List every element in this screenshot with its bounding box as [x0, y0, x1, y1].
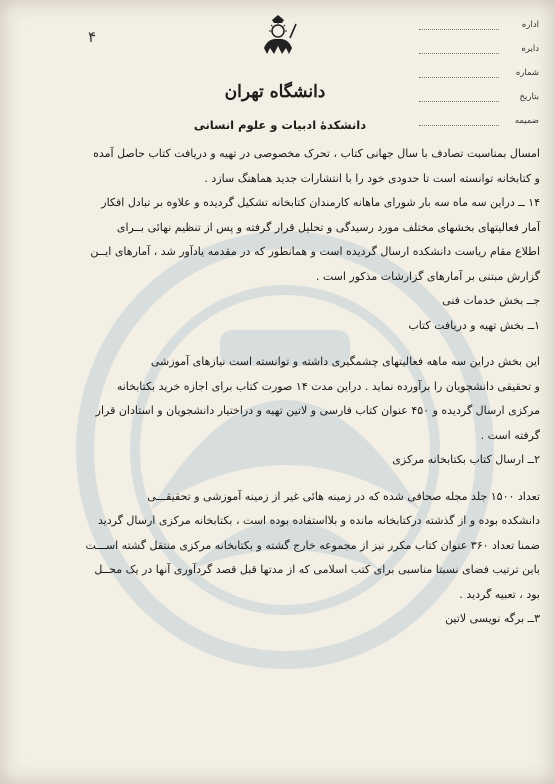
paragraph-line: ۱۴ ــ دراین سه ماه سه بار شورای ماهانه کارمندان کتابخانه تشکیل گردیده و علاوه بر تبادل افکار — [101, 196, 540, 209]
meta-field-label: دایره — [521, 44, 539, 54]
meta-field-line — [419, 101, 499, 102]
paragraph-gap — [20, 338, 540, 350]
meta-field — [419, 44, 539, 68]
meta-field-label: شماره — [515, 68, 539, 78]
meta-field-line — [419, 53, 499, 54]
lion-and-sun-emblem — [256, 14, 300, 58]
meta-field-line — [419, 77, 499, 78]
section-heading: جــ بخش خدمات فنی — [442, 294, 540, 307]
meta-field — [419, 20, 539, 44]
meta-field-label: ضمیمه — [514, 116, 539, 126]
faculty-name: دانشکدهٔ ادبیات و علوم انسانی — [193, 118, 367, 132]
paragraph-line: آمار فعالیتهای بخشهای مختلف مورد رسیدگی و تحلیل قرار گرفته و پس از تنظیم نهائی بــرای — [116, 220, 540, 234]
meta-field-label: بتاریخ — [519, 92, 539, 102]
meta-field — [419, 68, 539, 92]
paragraph-line: باین ترتیب فضای نسبتا مناسبی برای کتب اسلامی که از مدتها قبل قصد گردآوری آنها در یک محــل — [94, 563, 540, 576]
paragraph-line: امسال بمناسبت تصادف با سال جهانی کتاب ، تحرک مخصوصی در تهیه و دریافت کتاب حاصل آمده — [93, 147, 540, 160]
paragraph-line: و کتابخانه توانسته است تا حدودی خود را با انتشارات جدید هماهنگ سازد . — [204, 171, 540, 185]
meta-field-label: اداره — [521, 20, 539, 30]
paragraph-line: این بخش دراین سه ماهه فعالیتهای چشمگیری داشته و توانسته است نیازهای آموزشی — [150, 355, 540, 368]
paragraph-line: دانشکده بوده و از گذشته درکتابخانه مانده و بلااستفاده بوده است ، بکتابخانه مرکزی ارسال گردید — [97, 514, 540, 527]
paragraph-line: تعداد ۱۵۰۰ جلد مجله صحافی شده که در زمینه هائی غیر از زمینه آموزشی و تحقیقـــی — [147, 489, 540, 503]
paragraph-line: بود ، تعبیه گردید . — [459, 587, 540, 601]
paragraph-line: گرفته است . — [480, 428, 540, 442]
university-name: دانشگاه تهران — [224, 82, 326, 102]
meta-field — [419, 92, 539, 116]
report-body — [20, 142, 540, 632]
paragraph-gap — [20, 473, 540, 485]
subsection-heading: ۲ــ ارسال کتاب بکتابخانه مرکزی — [392, 453, 540, 466]
paragraph-line: مرکزی ارسال گردیده و ۴۵۰ عنوان کتاب فارسی و لاتین تهیه و دراختیار دانشجویان و استادان قرار — [95, 404, 540, 417]
subsection-heading: ۱ــ بخش تهیه و دریافت کتاب — [408, 318, 540, 332]
meta-field — [419, 116, 539, 140]
paragraph-line: گزارش مبتنی بر آمارهای گزارشات مذکور است . — [315, 269, 540, 283]
subsection-heading: ۳ــ برگه نویسی لاتین — [445, 612, 540, 625]
meta-field-line — [419, 29, 499, 30]
paragraph-line: و تحقیقی دانشجویان را برآورده نماید . دراین مدت ۱۴ صورت کتاب برای اجازه خرید بکتابخانه — [116, 379, 540, 393]
paragraph-line: اطلاع مقام ریاست دانشکده ارسال گردیده است و همانطور که در مقدمه یادآور شد ، آمارهای ایــن — [90, 245, 540, 258]
meta-field-line — [419, 125, 499, 126]
paragraph-line: ضمنا تعداد ۳۶۰ عنوان کتاب مکرر نیز از مجموعه خارج گشته و بکتابخانه مرکزی منتقل گشته اســـت — [85, 538, 540, 552]
page-number: ۴ — [88, 28, 97, 46]
letterhead-fields — [419, 20, 539, 140]
